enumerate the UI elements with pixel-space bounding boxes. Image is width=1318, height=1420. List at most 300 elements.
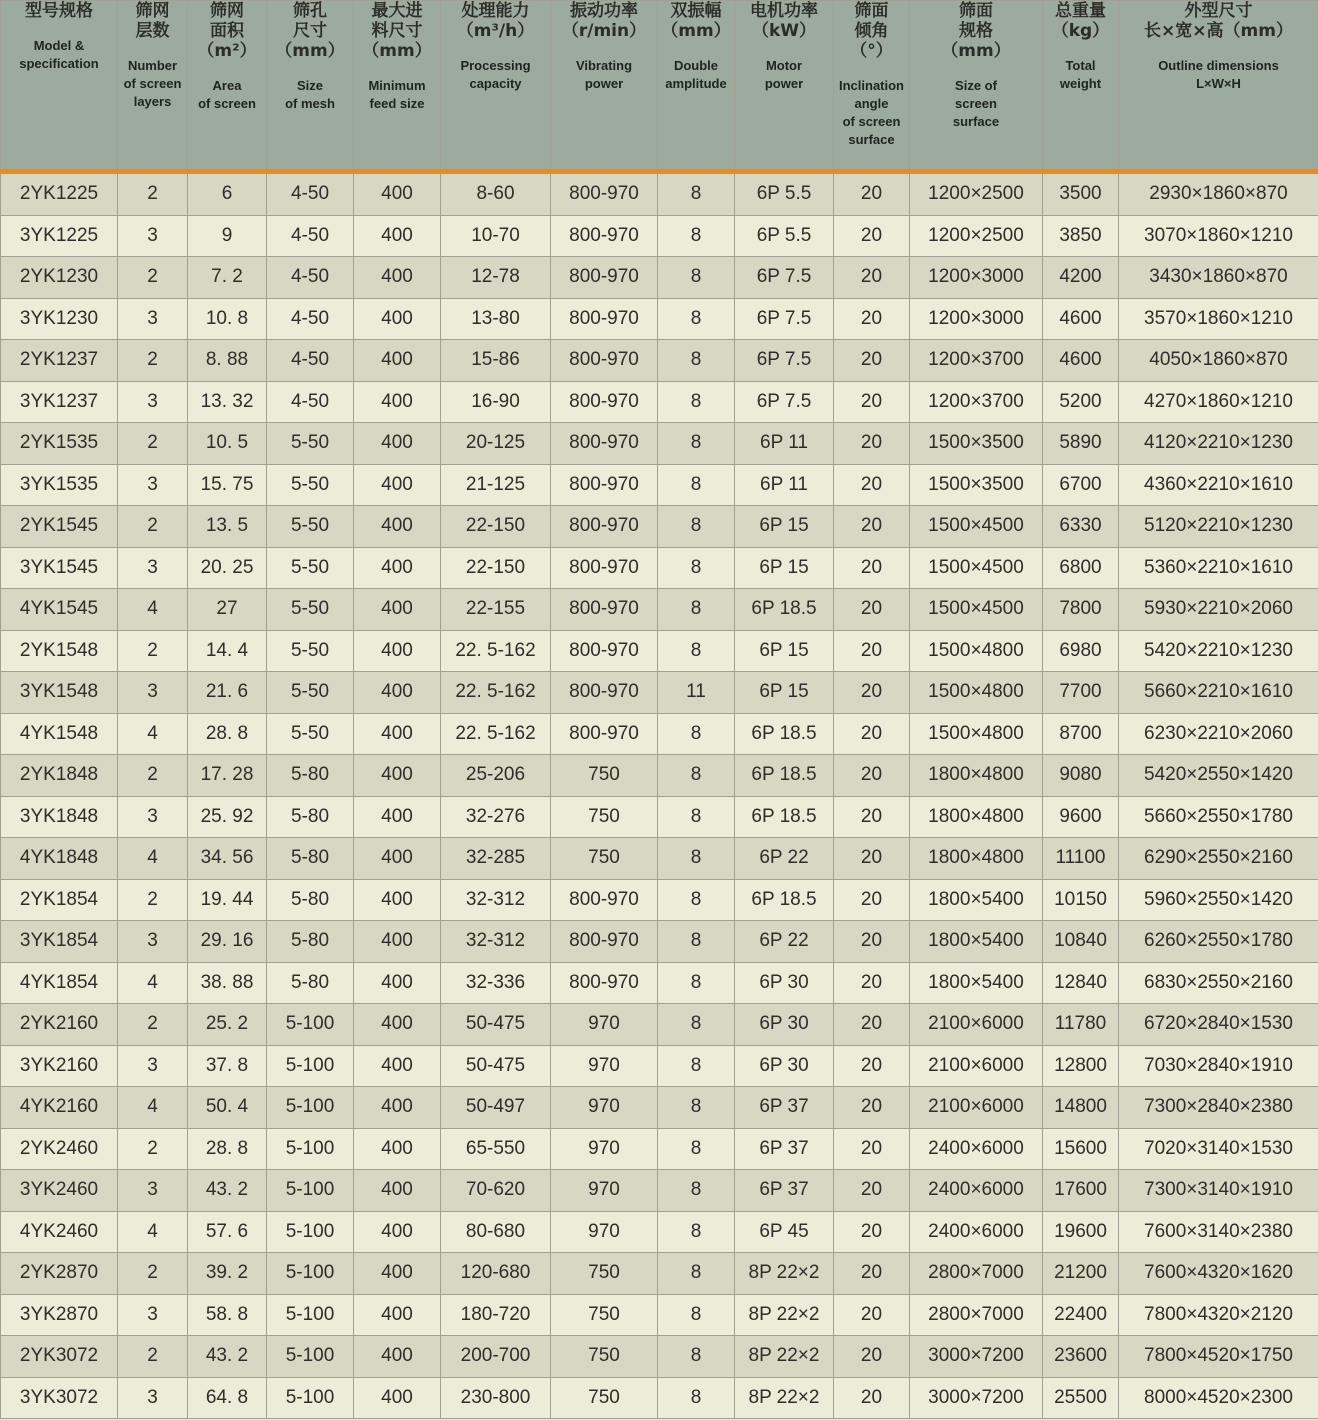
table-cell: 1200×3700 — [910, 340, 1043, 382]
table-cell: 3 — [118, 1045, 188, 1087]
table-cell: 3 — [118, 547, 188, 589]
table-cell: 80-680 — [441, 1211, 551, 1253]
table-cell: 1500×4500 — [910, 589, 1043, 631]
model-cell: 4YK2160 — [1, 1087, 118, 1129]
table-row — [1, 589, 1318, 631]
table-cell: 8 — [658, 1253, 735, 1295]
model-cell: 4YK1545 — [1, 589, 118, 631]
table-cell: 6 — [188, 172, 267, 216]
table-cell: 6P 18.5 — [735, 589, 834, 631]
table-cell: 400 — [354, 215, 441, 257]
table-cell: 800-970 — [551, 423, 658, 465]
table-cell: 3000×7200 — [910, 1377, 1043, 1419]
table-cell: 3070×1860×1210 — [1119, 215, 1318, 257]
column-header-zh: 双振幅 （mm） — [661, 1, 731, 41]
table-cell: 5-80 — [267, 879, 354, 921]
column-header — [834, 1, 910, 172]
table-cell: 4600 — [1043, 340, 1119, 382]
table-cell: 6P 11 — [735, 464, 834, 506]
table-cell: 2800×7000 — [910, 1294, 1043, 1336]
table-cell: 4 — [118, 589, 188, 631]
table-cell: 3 — [118, 381, 188, 423]
table-cell: 800-970 — [551, 506, 658, 548]
table-cell: 20 — [834, 1377, 910, 1419]
table-cell: 5930×2210×2060 — [1119, 589, 1318, 631]
table-cell: 1500×3500 — [910, 464, 1043, 506]
table-cell: 6P 18.5 — [735, 713, 834, 755]
table-cell: 2400×6000 — [910, 1128, 1043, 1170]
table-cell: 8 — [658, 755, 735, 797]
table-cell: 4200 — [1043, 257, 1119, 299]
table-cell: 230-800 — [441, 1377, 551, 1419]
table-cell: 39. 2 — [188, 1253, 267, 1295]
table-cell: 800-970 — [551, 921, 658, 963]
table-cell: 400 — [354, 464, 441, 506]
table-cell: 7600×3140×2380 — [1119, 1211, 1318, 1253]
table-cell: 5200 — [1043, 381, 1119, 423]
table-cell: 8 — [658, 1377, 735, 1419]
table-cell: 20 — [834, 423, 910, 465]
table-cell: 8 — [658, 1128, 735, 1170]
table-cell: 6P 30 — [735, 1004, 834, 1046]
table-cell: 20-125 — [441, 423, 551, 465]
table-cell: 3 — [118, 796, 188, 838]
table-cell: 2100×6000 — [910, 1087, 1043, 1129]
table-cell: 400 — [354, 340, 441, 382]
table-cell: 50. 4 — [188, 1087, 267, 1129]
column-header-zh: 电机功率 （kW） — [750, 1, 818, 41]
table-cell: 20 — [834, 713, 910, 755]
column-header — [1043, 1, 1119, 172]
table-cell: 2 — [118, 1128, 188, 1170]
table-cell: 400 — [354, 381, 441, 423]
table-cell: 4270×1860×1210 — [1119, 381, 1318, 423]
table-cell: 400 — [354, 506, 441, 548]
table-cell: 5-80 — [267, 921, 354, 963]
table-cell: 20 — [834, 1170, 910, 1212]
table-cell: 5-100 — [267, 1253, 354, 1295]
table-cell: 400 — [354, 879, 441, 921]
column-header-zh: 筛面 倾角 （°） — [850, 1, 893, 61]
model-cell: 4YK1854 — [1, 962, 118, 1004]
table-cell: 6P 18.5 — [735, 755, 834, 797]
table-cell: 400 — [354, 1004, 441, 1046]
table-cell: 1500×4500 — [910, 506, 1043, 548]
table-cell: 5-100 — [267, 1087, 354, 1129]
table-cell: 8 — [658, 1294, 735, 1336]
table-cell: 7030×2840×1910 — [1119, 1045, 1318, 1087]
column-header — [188, 1, 267, 172]
column-header — [441, 1, 551, 172]
table-cell: 34. 56 — [188, 838, 267, 880]
table-cell: 32-312 — [441, 921, 551, 963]
table-cell: 6980 — [1043, 630, 1119, 672]
table-cell: 13-80 — [441, 298, 551, 340]
table-cell: 8 — [658, 172, 735, 216]
table-cell: 3 — [118, 1170, 188, 1212]
column-header — [910, 1, 1043, 172]
table-cell: 65-550 — [441, 1128, 551, 1170]
table-cell: 970 — [551, 1045, 658, 1087]
table-cell: 4600 — [1043, 298, 1119, 340]
table-cell: 8 — [658, 879, 735, 921]
table-cell: 57. 6 — [188, 1211, 267, 1253]
table-cell: 8 — [658, 464, 735, 506]
column-header-zh: 筛网 层数 — [135, 1, 170, 41]
table-cell: 28. 8 — [188, 1128, 267, 1170]
table-cell: 6260×2550×1780 — [1119, 921, 1318, 963]
table-cell: 5360×2210×1610 — [1119, 547, 1318, 589]
table-cell: 6P 15 — [735, 672, 834, 714]
table-cell: 21-125 — [441, 464, 551, 506]
table-cell: 9 — [188, 215, 267, 257]
table-cell: 800-970 — [551, 589, 658, 631]
table-cell: 800-970 — [551, 257, 658, 299]
table-cell: 13. 32 — [188, 381, 267, 423]
table-row — [1, 1087, 1318, 1129]
table-cell: 3 — [118, 298, 188, 340]
table-row — [1, 1170, 1318, 1212]
table-cell: 400 — [354, 1170, 441, 1212]
model-cell: 3YK2160 — [1, 1045, 118, 1087]
table-cell: 5-50 — [267, 547, 354, 589]
table-cell: 400 — [354, 1045, 441, 1087]
table-cell: 5-100 — [267, 1377, 354, 1419]
table-cell: 8 — [658, 1211, 735, 1253]
table-cell: 7800×4320×2120 — [1119, 1294, 1318, 1336]
table-cell: 800-970 — [551, 381, 658, 423]
table-cell: 20 — [834, 1253, 910, 1295]
table-cell: 970 — [551, 1170, 658, 1212]
table-cell: 23600 — [1043, 1336, 1119, 1378]
table-cell: 8P 22×2 — [735, 1377, 834, 1419]
column-header — [118, 1, 188, 172]
model-cell: 3YK1548 — [1, 672, 118, 714]
table-cell: 800-970 — [551, 962, 658, 1004]
table-cell: 7. 2 — [188, 257, 267, 299]
table-cell: 7300×3140×1910 — [1119, 1170, 1318, 1212]
model-cell: 3YK1535 — [1, 464, 118, 506]
table-row — [1, 381, 1318, 423]
table-cell: 12-78 — [441, 257, 551, 299]
table-cell: 8 — [658, 1336, 735, 1378]
table-cell: 20. 25 — [188, 547, 267, 589]
table-cell: 750 — [551, 1294, 658, 1336]
table-cell: 4-50 — [267, 298, 354, 340]
table-cell: 400 — [354, 1087, 441, 1129]
model-cell: 2YK3072 — [1, 1336, 118, 1378]
table-cell: 800-970 — [551, 298, 658, 340]
table-cell: 8 — [658, 1170, 735, 1212]
table-cell: 8000×4520×2300 — [1119, 1377, 1318, 1419]
table-row — [1, 298, 1318, 340]
model-cell: 3YK1545 — [1, 547, 118, 589]
table-cell: 750 — [551, 1336, 658, 1378]
table-cell: 5-50 — [267, 713, 354, 755]
table-cell: 970 — [551, 1087, 658, 1129]
table-cell: 4 — [118, 838, 188, 880]
table-cell: 1800×5400 — [910, 879, 1043, 921]
table-cell: 8. 88 — [188, 340, 267, 382]
model-cell: 4YK1548 — [1, 713, 118, 755]
table-row — [1, 1253, 1318, 1295]
table-cell: 25. 2 — [188, 1004, 267, 1046]
table-cell: 20 — [834, 172, 910, 216]
table-cell: 6P 45 — [735, 1211, 834, 1253]
table-cell: 3 — [118, 1294, 188, 1336]
table-cell: 400 — [354, 713, 441, 755]
table-cell: 6P 18.5 — [735, 796, 834, 838]
table-cell: 4-50 — [267, 215, 354, 257]
table-cell: 8 — [658, 340, 735, 382]
table-cell: 32-312 — [441, 879, 551, 921]
table-cell: 2100×6000 — [910, 1004, 1043, 1046]
model-cell: 3YK1230 — [1, 298, 118, 340]
table-cell: 750 — [551, 1253, 658, 1295]
table-cell: 180-720 — [441, 1294, 551, 1336]
model-cell: 4YK1848 — [1, 838, 118, 880]
table-cell: 5-100 — [267, 1128, 354, 1170]
table-cell: 2 — [118, 257, 188, 299]
table-cell: 800-970 — [551, 464, 658, 506]
table-cell: 21. 6 — [188, 672, 267, 714]
table-cell: 5420×2210×1230 — [1119, 630, 1318, 672]
table-cell: 10. 8 — [188, 298, 267, 340]
table-cell: 750 — [551, 1377, 658, 1419]
table-cell: 5-80 — [267, 796, 354, 838]
table-cell: 32-276 — [441, 796, 551, 838]
table-cell: 8 — [658, 796, 735, 838]
table-cell: 5-100 — [267, 1336, 354, 1378]
table-cell: 7600×4320×1620 — [1119, 1253, 1318, 1295]
model-cell: 2YK1848 — [1, 755, 118, 797]
model-cell: 2YK1545 — [1, 506, 118, 548]
column-header-zh: 筛网 面积 （m²） — [197, 1, 257, 61]
table-cell: 5-80 — [267, 755, 354, 797]
table-cell: 970 — [551, 1128, 658, 1170]
table-cell: 6P 7.5 — [735, 381, 834, 423]
table-cell: 2 — [118, 755, 188, 797]
table-cell: 8P 22×2 — [735, 1253, 834, 1295]
table-cell: 70-620 — [441, 1170, 551, 1212]
table-cell: 6830×2550×2160 — [1119, 962, 1318, 1004]
table-cell: 120-680 — [441, 1253, 551, 1295]
table-cell: 22-150 — [441, 547, 551, 589]
table-row — [1, 838, 1318, 880]
table-row — [1, 1211, 1318, 1253]
table-cell: 1800×4800 — [910, 838, 1043, 880]
column-header — [354, 1, 441, 172]
column-header-en: Double amplitude — [665, 58, 727, 91]
table-cell: 3500 — [1043, 172, 1119, 216]
table-cell: 43. 2 — [188, 1170, 267, 1212]
table-cell: 20 — [834, 381, 910, 423]
table-cell: 2400×6000 — [910, 1170, 1043, 1212]
table-cell: 5120×2210×1230 — [1119, 506, 1318, 548]
table-cell: 800-970 — [551, 547, 658, 589]
table-cell: 4 — [118, 962, 188, 1004]
column-header — [658, 1, 735, 172]
table-cell: 8P 22×2 — [735, 1336, 834, 1378]
table-cell: 8 — [658, 215, 735, 257]
table-cell: 11 — [658, 672, 735, 714]
table-cell: 400 — [354, 672, 441, 714]
table-cell: 22400 — [1043, 1294, 1119, 1336]
table-cell: 25-206 — [441, 755, 551, 797]
table-cell: 22. 5-162 — [441, 630, 551, 672]
table-cell: 2930×1860×870 — [1119, 172, 1318, 216]
table-cell: 750 — [551, 755, 658, 797]
table-cell: 8 — [658, 506, 735, 548]
table-row — [1, 172, 1318, 216]
table-cell: 5-100 — [267, 1170, 354, 1212]
table-cell: 6P 15 — [735, 506, 834, 548]
table-cell: 8P 22×2 — [735, 1294, 834, 1336]
column-header-en: Minimum feed size — [368, 78, 426, 111]
column-header-zh: 筛孔 尺寸 （mm） — [275, 1, 345, 61]
table-cell: 4-50 — [267, 381, 354, 423]
table-cell: 20 — [834, 1211, 910, 1253]
table-cell: 11100 — [1043, 838, 1119, 880]
model-cell: 3YK2870 — [1, 1294, 118, 1336]
table-cell: 400 — [354, 962, 441, 1004]
table-cell: 29. 16 — [188, 921, 267, 963]
table-cell: 400 — [354, 630, 441, 672]
table-cell: 20 — [834, 1045, 910, 1087]
column-header — [735, 1, 834, 172]
table-cell: 4 — [118, 1087, 188, 1129]
table-cell: 800-970 — [551, 630, 658, 672]
column-header-en: Motor power — [764, 58, 804, 91]
table-cell: 2400×6000 — [910, 1211, 1043, 1253]
table-cell: 12840 — [1043, 962, 1119, 1004]
column-header-zh: 型号规格 — [25, 1, 93, 21]
column-header-en: Total weight — [1059, 58, 1102, 91]
table-cell: 8 — [658, 547, 735, 589]
table-row — [1, 340, 1318, 382]
table-cell: 1200×2500 — [910, 215, 1043, 257]
table-cell: 8 — [658, 381, 735, 423]
table-cell: 6700 — [1043, 464, 1119, 506]
table-cell: 6P 7.5 — [735, 340, 834, 382]
table-cell: 7300×2840×2380 — [1119, 1087, 1318, 1129]
table-cell: 800-970 — [551, 215, 658, 257]
table-row — [1, 423, 1318, 465]
table-cell: 20 — [834, 630, 910, 672]
table-cell: 200-700 — [441, 1336, 551, 1378]
model-cell: 3YK3072 — [1, 1377, 118, 1419]
table-cell: 8-60 — [441, 172, 551, 216]
table-cell: 19. 44 — [188, 879, 267, 921]
table-cell: 5960×2550×1420 — [1119, 879, 1318, 921]
table-cell: 8 — [658, 713, 735, 755]
table-cell: 2 — [118, 423, 188, 465]
table-cell: 5-50 — [267, 464, 354, 506]
table-cell: 400 — [354, 838, 441, 880]
column-header-en: Processing capacity — [460, 58, 531, 91]
table-cell: 11780 — [1043, 1004, 1119, 1046]
column-header-en: Model & specification — [19, 38, 99, 71]
model-cell: 3YK1854 — [1, 921, 118, 963]
table-cell: 20 — [834, 879, 910, 921]
column-header-zh: 筛面 规格 （mm） — [941, 1, 1011, 61]
table-cell: 5-100 — [267, 1294, 354, 1336]
column-header-en: Vibrating power — [575, 58, 633, 91]
table-cell: 2 — [118, 1336, 188, 1378]
table-cell: 20 — [834, 257, 910, 299]
table-cell: 2100×6000 — [910, 1045, 1043, 1087]
model-cell: 2YK1230 — [1, 257, 118, 299]
table-row — [1, 1128, 1318, 1170]
table-cell: 750 — [551, 796, 658, 838]
table-cell: 20 — [834, 1294, 910, 1336]
table-cell: 5-50 — [267, 630, 354, 672]
table-row — [1, 257, 1318, 299]
table-cell: 800-970 — [551, 713, 658, 755]
table-cell: 970 — [551, 1211, 658, 1253]
table-cell: 400 — [354, 755, 441, 797]
table-cell: 4-50 — [267, 172, 354, 216]
table-row — [1, 1336, 1318, 1378]
table-cell: 20 — [834, 589, 910, 631]
table-cell: 1500×4800 — [910, 630, 1043, 672]
model-cell: 2YK1854 — [1, 879, 118, 921]
table-cell: 3430×1860×870 — [1119, 257, 1318, 299]
table-cell: 10840 — [1043, 921, 1119, 963]
table-cell: 12800 — [1043, 1045, 1119, 1087]
table-row — [1, 215, 1318, 257]
table-row — [1, 755, 1318, 797]
table-cell: 6P 5.5 — [735, 215, 834, 257]
column-header-en: Outline dimensions L×W×H — [1158, 58, 1279, 91]
table-cell: 750 — [551, 838, 658, 880]
table-cell: 6290×2550×2160 — [1119, 838, 1318, 880]
table-cell: 22. 5-162 — [441, 672, 551, 714]
table-cell: 8 — [658, 298, 735, 340]
table-cell: 6P 7.5 — [735, 257, 834, 299]
table-cell: 2 — [118, 172, 188, 216]
table-cell: 4 — [118, 713, 188, 755]
table-cell: 8 — [658, 1004, 735, 1046]
table-cell: 43. 2 — [188, 1336, 267, 1378]
table-cell: 8 — [658, 921, 735, 963]
model-cell: 3YK1237 — [1, 381, 118, 423]
table-cell: 400 — [354, 1377, 441, 1419]
model-cell: 2YK2160 — [1, 1004, 118, 1046]
table-cell: 2800×7000 — [910, 1253, 1043, 1295]
table-cell: 20 — [834, 340, 910, 382]
table-cell: 15. 75 — [188, 464, 267, 506]
table-cell: 8 — [658, 589, 735, 631]
table-cell: 400 — [354, 921, 441, 963]
column-header-en: Number of screen layers — [123, 58, 182, 109]
model-cell: 3YK1225 — [1, 215, 118, 257]
table-cell: 6P 37 — [735, 1170, 834, 1212]
table-cell: 9080 — [1043, 755, 1119, 797]
table-cell: 37. 8 — [188, 1045, 267, 1087]
table-cell: 400 — [354, 796, 441, 838]
table-cell: 6P 30 — [735, 1045, 834, 1087]
column-header-en: Size of screen surface — [952, 78, 1000, 129]
table-cell: 2 — [118, 340, 188, 382]
table-cell: 3 — [118, 921, 188, 963]
table-cell: 64. 8 — [188, 1377, 267, 1419]
table-cell: 20 — [834, 506, 910, 548]
table-cell: 6P 11 — [735, 423, 834, 465]
column-header — [267, 1, 354, 172]
table-row — [1, 796, 1318, 838]
table-cell: 1500×4800 — [910, 713, 1043, 755]
